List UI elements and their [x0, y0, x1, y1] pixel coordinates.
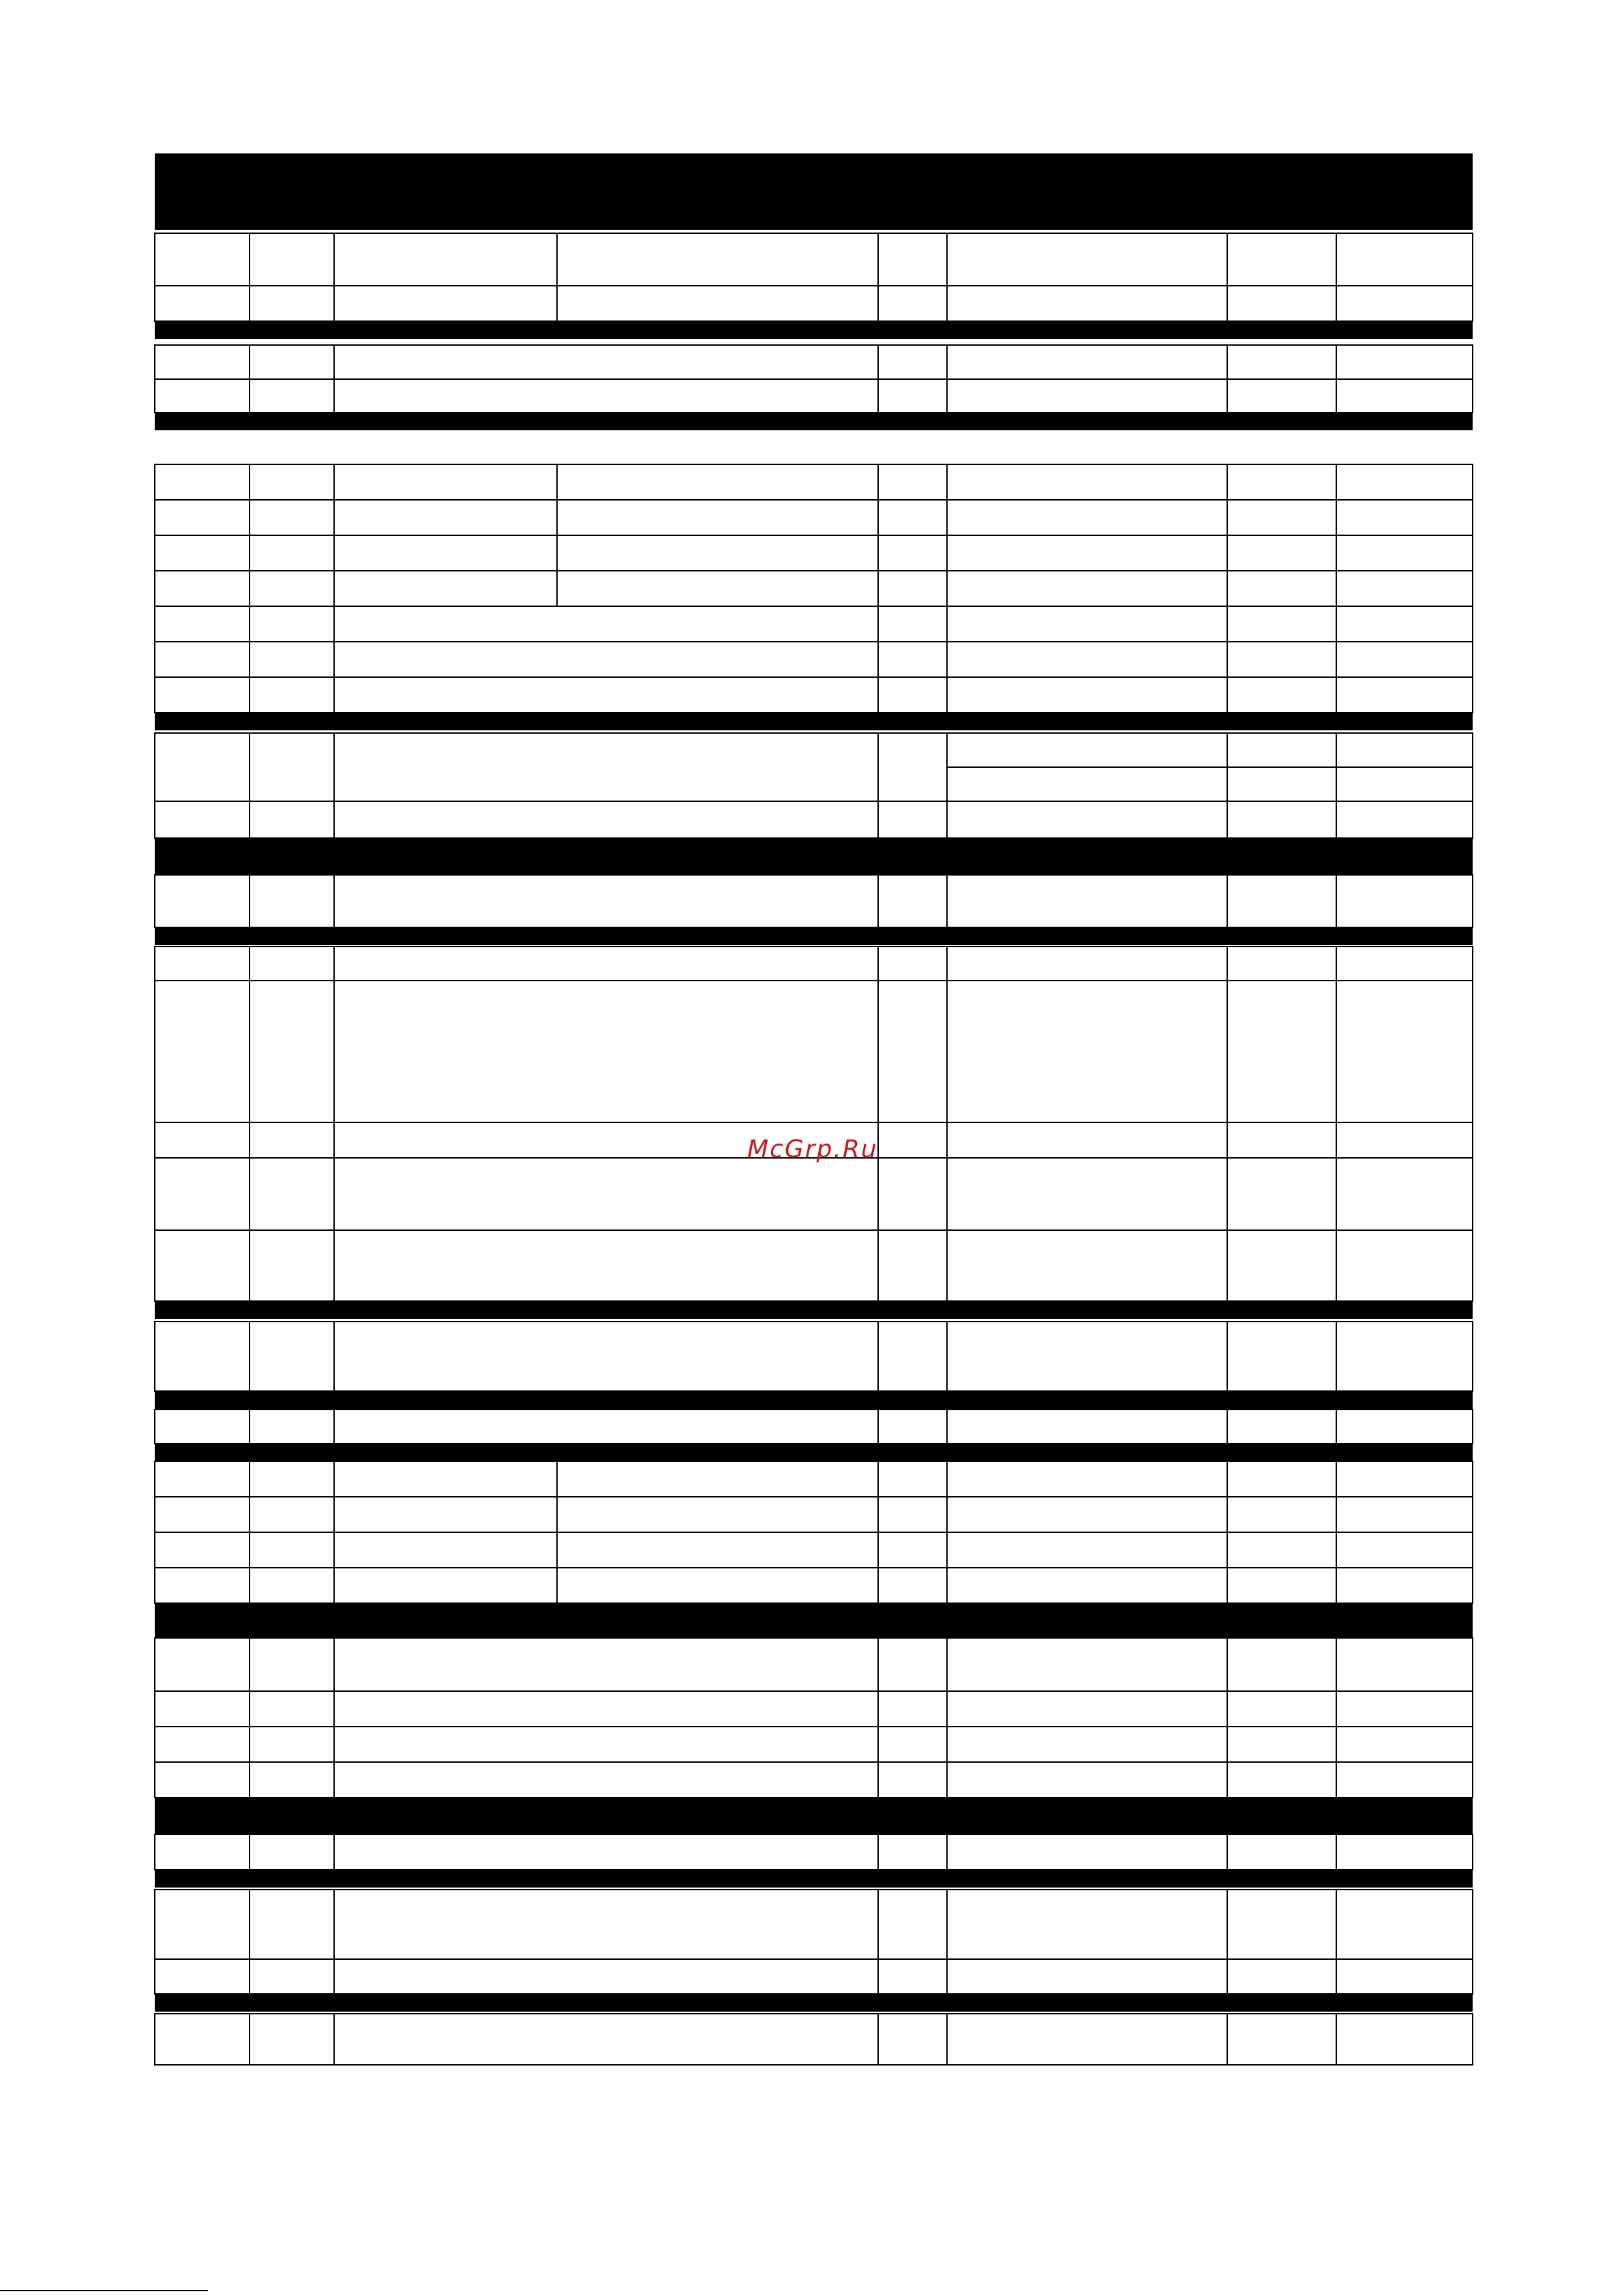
table-row: [155, 801, 1473, 838]
section-band: [155, 1798, 1473, 1834]
table-row: [155, 571, 1473, 606]
section-band: [155, 1870, 1473, 1888]
section-band: [155, 927, 1473, 945]
table-row: [155, 606, 1473, 642]
section-band: [155, 1391, 1473, 1409]
section-band: [155, 413, 1473, 430]
table-row: [155, 500, 1473, 535]
table-row: [155, 981, 1473, 1122]
section-band: [155, 713, 1473, 730]
table-row: [155, 233, 1473, 286]
table-row: [155, 535, 1473, 571]
table-row: [155, 1762, 1473, 1798]
table-row: [155, 1568, 1473, 1603]
table-row: [155, 1497, 1473, 1532]
footnote-separator: [0, 2290, 208, 2291]
table-row: [155, 1230, 1473, 1301]
section-band: [155, 1301, 1473, 1319]
table-row: [155, 379, 1473, 413]
section-band: [155, 321, 1473, 339]
table-row: [155, 1691, 1473, 1727]
table-row: [155, 1461, 1473, 1497]
table-header-band: [155, 153, 1473, 230]
table-row: [155, 2014, 1473, 2065]
table-row: [155, 345, 1473, 379]
watermark-text: McGrp.Ru: [747, 1135, 878, 1163]
section-band: [155, 1603, 1473, 1638]
table-row: [155, 642, 1473, 677]
table-row: [155, 1158, 1473, 1230]
table-row: [155, 677, 1473, 713]
table-row: [155, 286, 1473, 321]
section-band: [155, 838, 1473, 875]
table-row: [155, 946, 1473, 981]
table-row: [155, 1959, 1473, 1994]
section-band: [155, 1994, 1473, 2012]
table-row: [155, 1410, 1473, 1444]
table-row: [155, 1532, 1473, 1568]
table-row: [155, 1727, 1473, 1762]
table-row: [155, 1834, 1473, 1870]
table-row: [155, 464, 1473, 500]
table-row: [155, 1890, 1473, 1959]
table-row: [155, 1322, 1473, 1391]
table-row: [155, 1638, 1473, 1691]
section-band: [155, 1444, 1473, 1461]
table-row: [155, 875, 1473, 927]
